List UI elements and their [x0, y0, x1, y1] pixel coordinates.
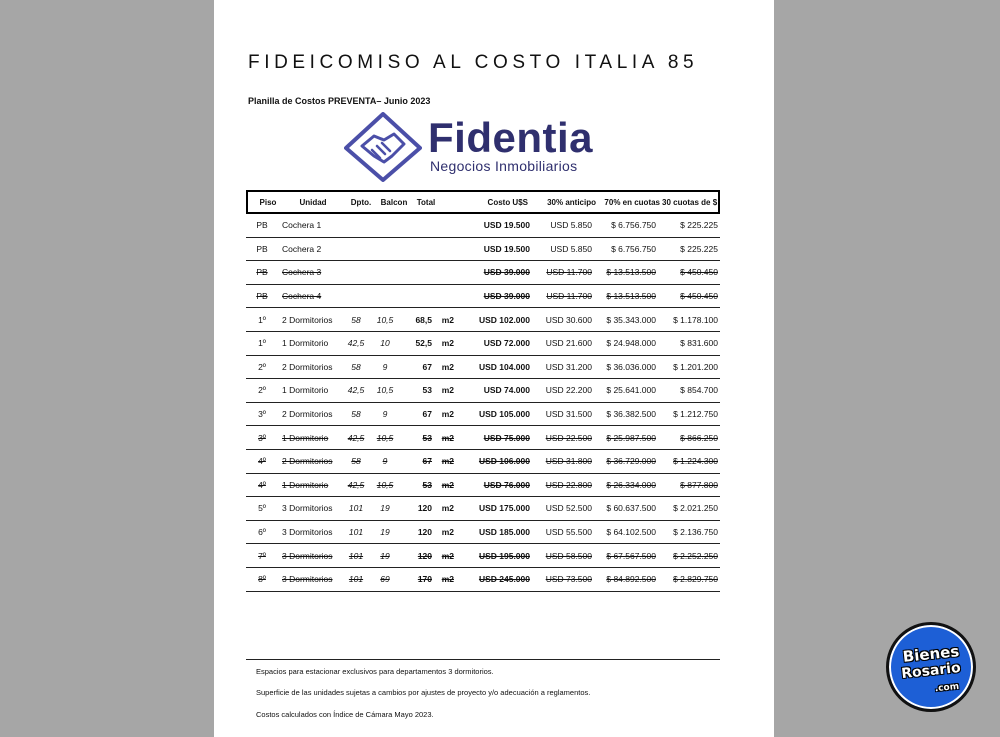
- cell-costo: USD 74.000: [483, 385, 530, 396]
- handshake-icon: [344, 112, 422, 182]
- cell-unit: m2: [441, 479, 454, 490]
- cell-total: 52,5: [415, 338, 432, 349]
- cell-cuota: $ 1.178.100: [673, 314, 718, 325]
- table-row: [246, 238, 720, 262]
- document-title: FIDEICOMISO AL COSTO ITALIA 85: [248, 52, 699, 73]
- cell-unit: m2: [441, 338, 454, 349]
- cell-cuota: $ 2.252.250: [673, 550, 718, 561]
- watermark-line-1: Bienes: [901, 642, 961, 666]
- cell-cuota: $ 450.450: [680, 267, 718, 278]
- cell-balcon: [372, 214, 398, 237]
- cell-cuota: $ 1.201.200: [673, 361, 718, 372]
- document-page: [214, 0, 774, 737]
- cell-balcon: 10,5: [376, 385, 394, 396]
- cell-total: 120: [417, 503, 432, 514]
- cell-balcon: 19: [380, 527, 390, 538]
- cell-piso: 4º: [258, 479, 266, 490]
- cell-total: [402, 285, 432, 308]
- cell-dpto: [344, 261, 368, 284]
- cell-unidad: 2 Dormitorios: [282, 361, 333, 372]
- cell-dpto: 42,5: [347, 432, 365, 443]
- cell-cuota: $ 877.800: [680, 479, 718, 490]
- cell-unidad: Cochera 1: [282, 220, 322, 231]
- cell-anticipo: USD 11.700: [546, 291, 592, 302]
- cell-unit: m2: [441, 361, 454, 372]
- cell-unit: m2: [441, 385, 454, 396]
- cell-piso: 6º: [258, 527, 266, 538]
- cell-anticipo: USD 58.500: [545, 550, 592, 561]
- footnotes: [246, 659, 720, 719]
- cell-cuota: $ 2.829.750: [673, 574, 718, 585]
- document-subtitle: Planilla de Costos PREVENTA– Junio 2023: [248, 96, 431, 106]
- cell-total: [402, 214, 432, 237]
- cell-cuotas-70: $ 13.513.500: [606, 291, 656, 302]
- cell-unit: [436, 238, 454, 261]
- table-row: [246, 356, 720, 380]
- cell-dpto: [344, 238, 368, 261]
- header-balcon: Balcon: [380, 197, 408, 207]
- cell-anticipo: USD 5.850: [550, 243, 592, 254]
- cell-cuotas-70: $ 6.756.750: [611, 220, 656, 231]
- cell-costo: USD 19.500: [483, 220, 530, 231]
- cell-cuotas-70: $ 36.382.500: [606, 409, 656, 420]
- cell-costo: USD 39.000: [483, 291, 530, 302]
- cell-unit: [436, 285, 454, 308]
- cell-piso: PB: [256, 267, 268, 278]
- cell-dpto: 101: [348, 574, 364, 585]
- cell-costo: USD 185.000: [478, 527, 530, 538]
- cell-piso: 4º: [258, 456, 266, 467]
- cell-dpto: 42,5: [347, 479, 365, 490]
- cell-balcon: 69: [380, 574, 390, 585]
- header-costo: Costo U$S: [487, 197, 528, 207]
- cell-dpto: 101: [348, 550, 364, 561]
- cell-total: 53: [422, 479, 432, 490]
- cell-costo: USD 104.000: [478, 361, 530, 372]
- table-row: [246, 426, 720, 450]
- cell-costo: USD 195.000: [478, 550, 530, 561]
- footnote-index: Costos calculados con Índice de Cámara Mayo 2023.: [256, 710, 434, 719]
- cell-unidad: 1 Dormitorio: [282, 338, 329, 349]
- cell-balcon: 10,5: [376, 479, 394, 490]
- cell-cuotas-70: $ 6.756.750: [611, 243, 656, 254]
- cell-anticipo: USD 22.200: [545, 385, 592, 396]
- cell-cuota: $ 1.212.750: [673, 409, 718, 420]
- cell-unidad: 1 Dormitorio: [282, 432, 329, 443]
- cell-cuota: $ 1.224.300: [673, 456, 718, 467]
- cell-costo: USD 105.000: [478, 409, 530, 420]
- cell-total: 170: [417, 574, 432, 585]
- cell-unit: [436, 214, 454, 237]
- cell-piso: PB: [256, 243, 268, 254]
- cell-total: 120: [417, 527, 432, 538]
- cell-piso: 3º: [258, 409, 266, 420]
- cell-cuota: $ 831.600: [680, 338, 718, 349]
- cell-total: 68,5: [415, 314, 432, 325]
- cell-unidad: 3 Dormitorios: [282, 527, 333, 538]
- table-row: [246, 285, 720, 309]
- cell-unit: m2: [441, 314, 454, 325]
- bienes-rosario-watermark: [886, 622, 976, 712]
- cell-unidad: 2 Dormitorios: [282, 456, 333, 467]
- cell-cuotas-70: $ 60.637.500: [606, 503, 656, 514]
- cell-balcon: [372, 285, 398, 308]
- header-unidad: Unidad: [299, 197, 327, 207]
- header-cuotas-30: 30 cuotas de $: [662, 197, 718, 207]
- cell-unit: m2: [441, 503, 454, 514]
- table-row: [246, 521, 720, 545]
- cell-dpto: 58: [351, 314, 361, 325]
- cell-piso: PB: [256, 291, 268, 302]
- cell-costo: USD 76.000: [483, 479, 530, 490]
- cell-total: 120: [417, 550, 432, 561]
- cell-cuotas-70: $ 36.036.000: [606, 361, 656, 372]
- cell-dpto: [344, 285, 368, 308]
- cell-piso: 2º: [258, 361, 266, 372]
- cell-anticipo: USD 22.500: [545, 432, 592, 443]
- cell-total: [402, 261, 432, 284]
- table-header: [246, 190, 720, 214]
- table-row: [246, 403, 720, 427]
- cell-anticipo: USD 22.800: [545, 479, 592, 490]
- cell-costo: USD 75.000: [483, 432, 530, 443]
- cell-piso: 2º: [258, 385, 266, 396]
- cell-costo: USD 39.000: [483, 267, 530, 278]
- cell-costo: USD 72.000: [483, 338, 530, 349]
- watermark-line-2: Rosario: [900, 659, 962, 683]
- footnote-parking: Espacios para estacionar exclusivos para departamentos 3 dormitorios.: [256, 667, 494, 676]
- cell-cuotas-70: $ 35.343.000: [606, 314, 656, 325]
- cell-dpto: 58: [351, 456, 361, 467]
- cell-dpto: [344, 214, 368, 237]
- cell-dpto: 101: [348, 527, 364, 538]
- cell-piso: 1º: [258, 314, 266, 325]
- header-dpto: Dpto.: [350, 197, 372, 207]
- cell-unidad: 1 Dormitorio: [282, 385, 329, 396]
- logo-tagline: Negocios Inmobiliarios: [430, 158, 578, 174]
- cell-costo: USD 106.000: [478, 456, 530, 467]
- cell-anticipo: USD 21.600: [545, 338, 592, 349]
- cell-total: 67: [422, 456, 432, 467]
- cell-cuotas-70: $ 26.334.000: [606, 479, 656, 490]
- table-row: [246, 379, 720, 403]
- cell-dpto: 58: [351, 361, 361, 372]
- cell-unit: [436, 261, 454, 284]
- cell-cuota: $ 866.250: [680, 432, 718, 443]
- cell-cuotas-70: $ 36.729.000: [606, 456, 656, 467]
- cell-piso: 5º: [258, 503, 266, 514]
- cell-anticipo: USD 30.600: [545, 314, 592, 325]
- cell-balcon: [372, 238, 398, 261]
- cell-cuotas-70: $ 13.513.500: [606, 267, 656, 278]
- cell-anticipo: USD 52.500: [545, 503, 592, 514]
- cell-balcon: 9: [382, 456, 388, 467]
- cell-anticipo: USD 31.200: [545, 361, 592, 372]
- cell-cuotas-70: $ 25.641.000: [606, 385, 656, 396]
- cell-dpto: 101: [348, 503, 364, 514]
- cell-unidad: 2 Dormitorios: [282, 409, 333, 420]
- cell-costo: USD 102.000: [478, 314, 530, 325]
- cell-piso: 7º: [258, 550, 266, 561]
- cell-unidad: 3 Dormitorios: [282, 503, 333, 514]
- cell-anticipo: USD 11.700: [546, 267, 592, 278]
- table-row: [246, 332, 720, 356]
- cell-dpto: 42,5: [347, 338, 365, 349]
- cell-costo: USD 175.000: [478, 503, 530, 514]
- cell-balcon: 19: [380, 550, 390, 561]
- cell-total: 67: [422, 361, 432, 372]
- cell-unidad: 3 Dormitorios: [282, 550, 333, 561]
- cell-unit: m2: [441, 550, 454, 561]
- logo-wordmark: Fidentia: [428, 114, 594, 161]
- cell-unidad: Cochera 3: [282, 267, 322, 278]
- cell-total: [402, 238, 432, 261]
- cell-balcon: 19: [380, 503, 390, 514]
- table-row: [246, 261, 720, 285]
- cell-piso: PB: [256, 220, 268, 231]
- cell-cuotas-70: $ 67.567.500: [606, 550, 656, 561]
- table-row: [246, 214, 720, 238]
- cell-anticipo: USD 73.500: [545, 574, 592, 585]
- cell-anticipo: USD 5.850: [550, 220, 592, 231]
- cell-unidad: Cochera 4: [282, 291, 322, 302]
- cell-piso: 8º: [258, 574, 266, 585]
- fidentia-logo: [344, 112, 644, 184]
- table-row: [246, 308, 720, 332]
- cell-unidad: 2 Dormitorios: [282, 314, 333, 325]
- cell-costo: USD 19.500: [483, 243, 530, 254]
- cell-total: 53: [422, 385, 432, 396]
- cell-cuotas-70: $ 84.892.500: [606, 574, 656, 585]
- table-row: [246, 544, 720, 568]
- watermark-line-3: .com: [934, 681, 960, 695]
- table-row: [246, 474, 720, 498]
- cell-unidad: 1 Dormitorio: [282, 479, 329, 490]
- cell-unit: m2: [441, 409, 454, 420]
- cell-unit: m2: [441, 432, 454, 443]
- cell-cuotas-70: $ 24.948.000: [606, 338, 656, 349]
- cell-total: 53: [422, 432, 432, 443]
- cell-cuota: $ 225.225: [680, 243, 718, 254]
- cell-anticipo: USD 31.500: [545, 409, 592, 420]
- header-cuotas-70: 70% en cuotas: [604, 197, 660, 207]
- header-piso: Piso: [259, 197, 277, 207]
- cell-anticipo: USD 55.500: [545, 527, 592, 538]
- table-row: [246, 497, 720, 521]
- cell-cuotas-70: $ 25.987.500: [606, 432, 656, 443]
- cell-balcon: 10: [380, 338, 390, 349]
- cell-balcon: 9: [382, 409, 388, 420]
- table-row: [246, 568, 720, 592]
- cell-piso: 1º: [258, 338, 266, 349]
- cell-anticipo: USD 31.800: [545, 456, 592, 467]
- header-total: Total: [416, 197, 436, 207]
- header-anticipo: 30% anticipo: [547, 197, 596, 207]
- cell-balcon: 9: [382, 361, 388, 372]
- cell-total: 67: [422, 409, 432, 420]
- cell-cuota: $ 854.700: [680, 385, 718, 396]
- cell-balcon: 10,5: [376, 432, 394, 443]
- cell-unit: m2: [441, 527, 454, 538]
- table-body: [246, 214, 720, 592]
- cell-dpto: 58: [351, 409, 361, 420]
- cell-cuota: $ 225.225: [680, 220, 718, 231]
- cell-dpto: 42,5: [347, 385, 365, 396]
- cell-costo: USD 245.000: [478, 574, 530, 585]
- footnote-surface: Superficie de las unidades sujetas a cambios por ajustes de proyecto y/o adecuación a reglamentos.: [256, 688, 591, 697]
- table-row: [246, 450, 720, 474]
- cell-cuota: $ 450.450: [680, 291, 718, 302]
- cell-cuota: $ 2.136.750: [673, 527, 718, 538]
- cost-table: [246, 190, 720, 592]
- cell-unidad: 3 Dormitorios: [282, 574, 333, 585]
- cell-unidad: Cochera 2: [282, 243, 322, 254]
- cell-balcon: [372, 261, 398, 284]
- cell-cuota: $ 2.021.250: [673, 503, 718, 514]
- cell-unit: m2: [441, 574, 454, 585]
- cell-cuotas-70: $ 64.102.500: [606, 527, 656, 538]
- cell-balcon: 10,5: [376, 314, 394, 325]
- cell-unit: m2: [441, 456, 454, 467]
- cell-piso: 3º: [258, 432, 266, 443]
